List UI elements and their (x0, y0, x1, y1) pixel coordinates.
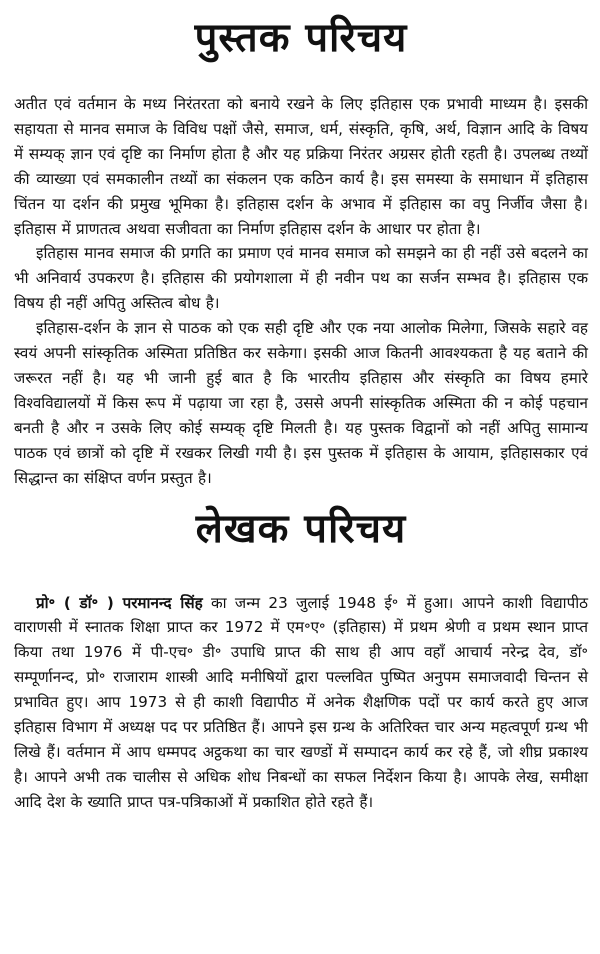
book-intro-section (14, 92, 588, 491)
author-name: प्रो॰ ( डॉ॰ ) परमानन्द सिंह (36, 593, 203, 612)
author-intro-paragraph (14, 591, 588, 815)
book-intro-paragraph-2: इतिहास मानव समाज की प्रगति का प्रमाण एवं मानव समाज को समझने का ही नहीं उसे बदलने का भी अनिवार्य उपकरण है। इतिहास की प्रयोगशाला में ही नवीन पथ का सर्जन सम्भव है। इतिहास एक विषय ही नहीं अपितु अस्तित्व बोध है। (14, 244, 588, 313)
author-bio-text: का जन्म 23 जुलाई 1948 ई॰ में हुआ। आपने काशी विद्यापीठ वाराणसी में स्नातक शिक्षा प्राप्त कर 1972 में एम॰ए॰ (इतिहास) में प्रथम श्रेणी व प्रथम स्थान प्राप्त किया तथा 1976 में पी-एच॰ डी॰ उपाधि प्राप्त की साथ ही आप वहाँ आचार्य नरेन्द्र देव, डॉ॰ सम्पूर्णानन्द, प्रो॰ राजाराम शास्त्री आदि मनीषियों द्वारा पल्लवित पुष्पित अनुपम समाजवादी चिन्तन से प्रभावित हुए। आप 1973 से ही काशी विद्यापीठ में अनेक शैक्षणिक पदों पर कार्य करते हुए आज इतिहास विभाग में अध्यक्ष पद पर प्रतिष्ठित हैं। आपने इस ग्रन्थ के अतिरिक्त चार अन्य महत्वपूर्ण ग्रन्थ भी लिखे हैं। वर्तमान में आप धम्मपद अट्ठकथा का चार खण्डों में सम्पादन कार्य कर रहे हैं, जो शीघ्र प्रकाश्य है। आपने अभी तक चालीस से अधिक शोध निबन्धों का सफल निर्देशन किया है। आपके लेख, समीक्षा आदि देश के ख्याति प्राप्त पत्र-पत्रिकाओं में प्रकाशित होते रहते हैं। (14, 593, 589, 811)
author-intro-heading: लेखक परिचय (195, 505, 407, 552)
book-intro-heading: पुस्तक परिचय (194, 15, 408, 61)
book-intro-paragraph-1: अतीत एवं वर्तमान के मध्य निरंतरता को बनाये रखने के लिए इतिहास एक प्रभावी माध्यम है। इसकी सहायता से मानव समाज के विविध पक्षों जैसे, समाज, धर्म, संस्कृति, कृषि, अर्थ, विज्ञान आदि के विषय में सम्यक् ज्ञान एवं दृष्टि का निर्माण होता है और यह प्रक्रिया निरंतर अग्रसर होती रहती है। उपलब्ध तथ्यों की व्याख्या एवं समकालीन तथ्यों का संकलन एक कठिन कार्य है। इस समस्या के समाधान में इतिहास चिंतन या दर्शन की प्रमुख भूमिका है। इतिहास दर्शन के अभाव में इतिहास का वपु निर्जीव जैसा है। इतिहास में प्राणतत्व अथवा सजीवता का निर्माण इतिहास दर्शन के आधार पर होता है। (14, 95, 588, 238)
author-intro-section (14, 591, 588, 815)
book-intro-paragraph-3: इतिहास-दर्शन के ज्ञान से पाठक को एक सही दृष्टि और एक नया आलोक मिलेगा, जिसके सहारे वह स्वयं अपनी सांस्कृतिक अस्मिता प्रतिष्ठित कर सकेगा। इसकी आज कितनी आवश्यकता है यह बताने की जरूरत नहीं है। यह भी जानी हुई बात है कि भारतीय इतिहास और संस्कृति का विषय हमारे विश्वविद्यालयों में किस रूप में पढ़ाया जा रहा है, उससे अपनी सांस्कृतिक अस्मिता की न कोई पहचान बनती है और न उसके लिए कोई सम्यक् दृष्टि मिलती है। यह पुस्तक विद्वानों को नहीं अपितु सामान्य पाठक एवं छात्रों को दृष्टि में रखकर लिखी गयी है। इस पुस्तक में इतिहास के आयाम, इतिहासकार एवं सिद्धान्त का संक्षिप्त वर्णन प्रस्तुत है। (14, 319, 588, 487)
